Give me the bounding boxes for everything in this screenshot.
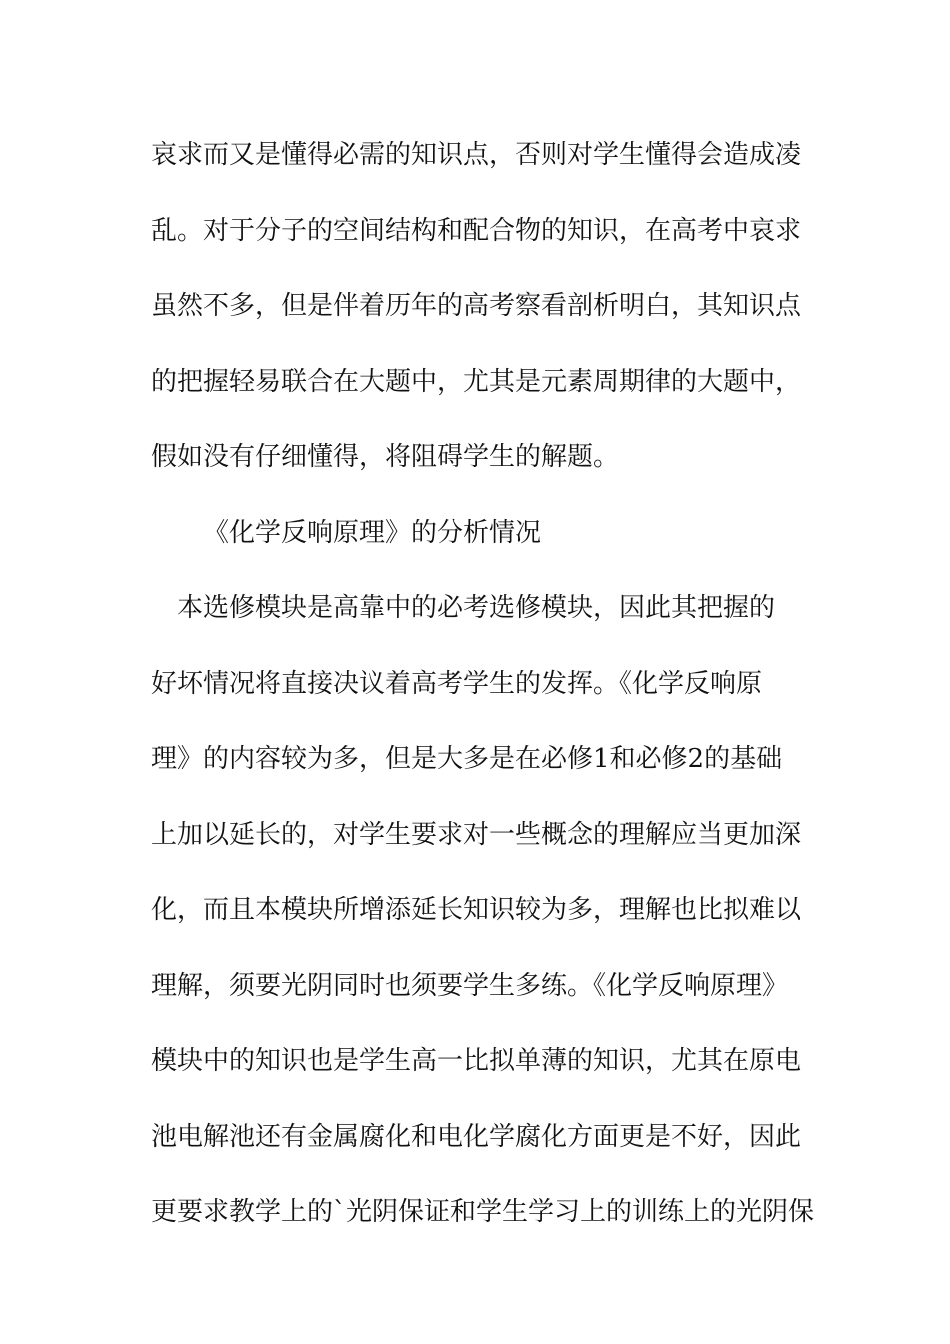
paragraph-line: 化，而且本模块所增添延长知识较为多，理解也比拟难以 <box>151 895 802 925</box>
paragraph-line: 好坏情况将直接决议着高考学生的发挥。《化学反响原 <box>151 668 763 699</box>
paragraph-line: 假如没有仔细懂得，将阻碍学生的解题。 <box>151 442 620 472</box>
document-body <box>151 130 815 1263</box>
paragraph-line: 更要求教学上的`光阴保证和学生学习上的训练上的光阴保 <box>151 1197 815 1227</box>
paragraph-line: 池电解池还有金属腐化和电化学腐化方面更是不好，因此 <box>151 1121 802 1152</box>
paragraph-line: 虽然不多，但是伴着历年的高考察看剖析明白，其知识点 <box>151 291 802 321</box>
paragraph-line: 模块中的知识也是学生高一比拟单薄的知识，尤其在原电 <box>151 1046 802 1076</box>
paragraph-line: 本选修模块是高靠中的必考选修模块，因此其把握的 <box>151 593 776 623</box>
paragraph-line: 哀求而又是懂得必需的知识点，否则对学生懂得会造成凌 <box>151 140 802 170</box>
section-heading: 《化学反响原理》的分析情况 <box>203 517 542 548</box>
paragraph-line: 乱。对于分子的空间结构和配合物的知识，在高考中哀求 <box>151 215 802 246</box>
paragraph-line: 理》的内容较为多，但是大多是在必修1和必修2的基础 <box>151 744 783 774</box>
paragraph-line: 上加以延长的，对学生要求对一些概念的理解应当更加深 <box>151 819 802 850</box>
paragraph-line: 的把握轻易联合在大题中，尤其是元素周期律的大题中， <box>151 366 802 397</box>
paragraph-line: 理解，须要光阴同时也须要学生多练。《化学反响原理》 <box>151 970 789 1001</box>
